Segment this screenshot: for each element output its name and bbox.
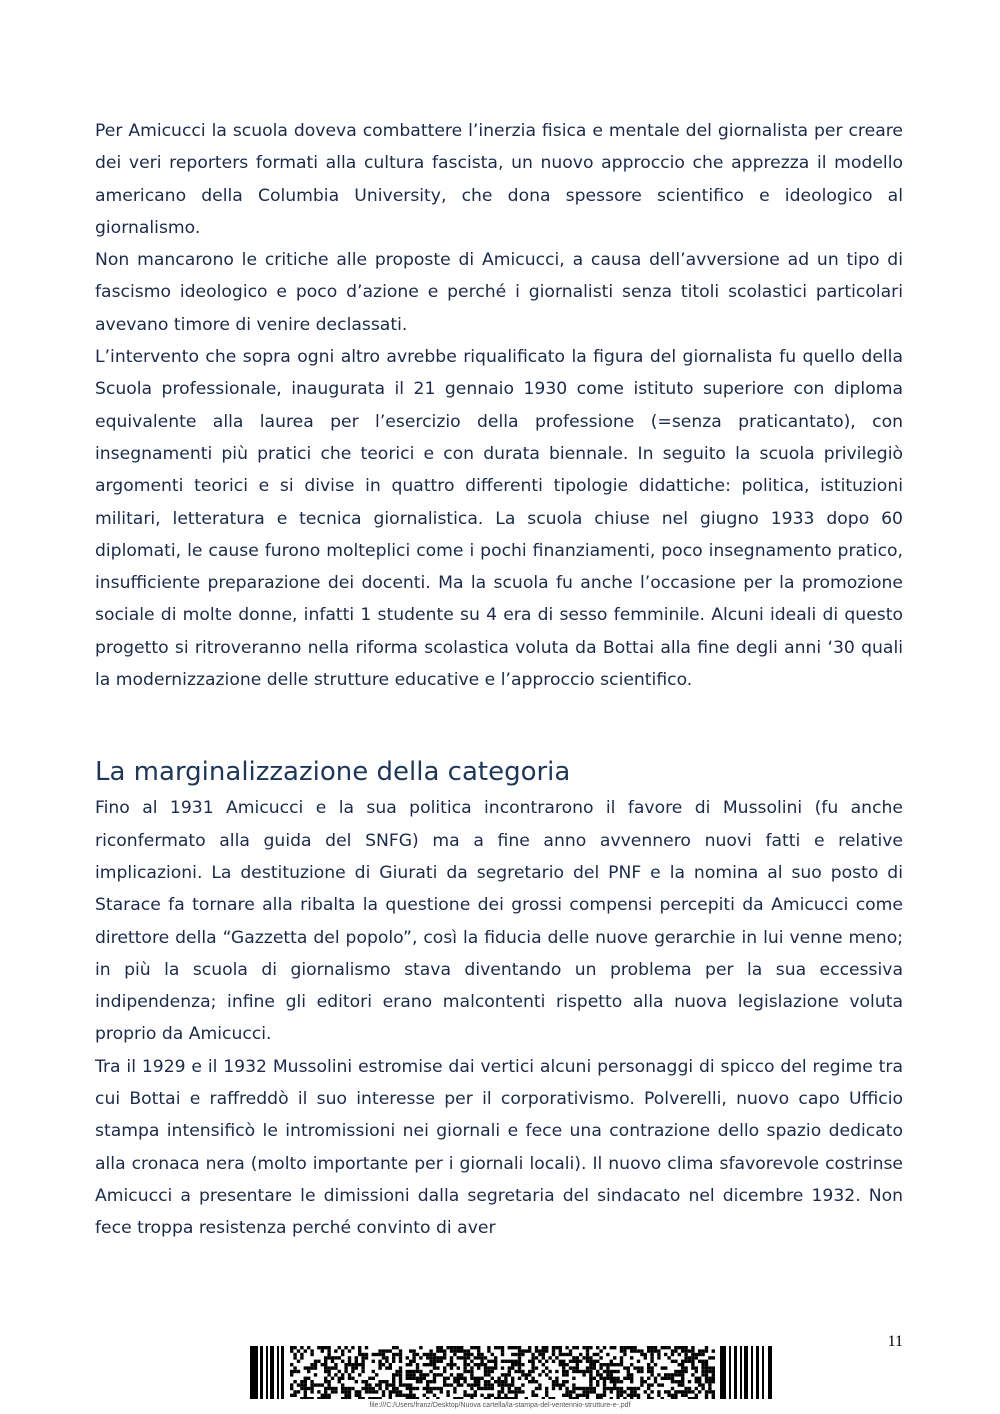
paragraph-section-2: Tra il 1929 e il 1932 Mussolini estromise dai vertici alcuni personaggi di spicco del regime tra cui Bottai e raffreddò il suo interesse per il corporativismo. Polverelli, nuovo capo Ufficio stampa intensificò le intromissioni nei giornali e fece una contrazione dello spazio dedicato alla cronaca nera (molto importante per i giornali locali). Il nuovo clima sfavorevole costrinse Amicucci a presentare le dimissioni dalla segretaria del sindacato nel dicembre 1932. Non fece troppa resistenza perché convinto di aver <box>95 1056 903 1239</box>
footer-file-path: file:///C:/Users/franz/Desktop/Nuova cartella/la-stampa-del-ventennio-strutture-e-.pdf <box>369 1402 631 1409</box>
paragraph-section-1: Fino al 1931 Amicucci e la sua politica incontrarono il favore di Mussolini (fu anche riconfermato alla guida del SNFG) ma a fine anno avvennero nuovi fatti e relative implicazioni. La destituzione di Giurati da segretario del PNF e la nomina al suo posto di Starace fa tornare alla ribalta la questione dei grossi compensi percepiti da Amicucci come direttore della “Gazzetta del popolo”, così la fiducia delle nuove gerarchie in lui venne meno; in più la scuola di giornalismo stava diventando un problema per la sua eccessiva indipendenza; infine gli editori erano malcontenti rispetto alla nuova legislazione voluta proprio da Amicucci. <box>95 798 903 1045</box>
paragraph-intro-3: L’intervento che sopra ogni altro avrebbe riqualificato la figura del giornalista fu quello della Scuola professionale, inaugurata il 21 gennaio 1930 come istituto superiore con diploma equivalente alla laurea per l’esercizio della professione (=senza praticantato), con insegnamenti più pratici che teorici e con durata biennale. In seguito la scuola privilegiò argomenti teorici e si divise in quattro differenti tipologie didattiche: politica, istituzioni militari, letteratura e tecnica giornalistica. La scuola chiuse nel giugno 1933 dopo 60 diplomati, le cause furono molteplici come i pochi finanziamenti, poco insegnamento pratico, insufficiente preparazione dei docenti. Ma la scuola fu anche l’occasione per la promozione sociale di molte donne, infatti 1 studente su 4 era di sesso femminile. Alcuni ideali di questo progetto si ritroveranno nella riforma scolastica voluta da Bottai alla fine degli anni ‘30 quali la modernizzazione delle strutture educative e l’approccio scientifico. <box>95 347 903 691</box>
document-body <box>95 115 903 1245</box>
paragraph-intro-2: Non mancarono le critiche alle proposte di Amicucci, a causa dell’avversione ad un tipo di fascismo ideologico e poco d’azione e perché i giornalisti senza titoli scolastici particolari avevano timore di venire declassati. <box>95 250 903 335</box>
paragraph-intro-1: Per Amicucci la scuola doveva combattere l’inerzia fisica e mentale del giornalista per creare dei veri reporters formati alla cultura fascista, un nuovo approccio che apprezza il modello americano della Columbia University, che dona spessore scientifico e ideologico al giornalismo. <box>95 121 903 238</box>
section-heading: La marginalizzazione della categoria <box>95 757 571 788</box>
barcode-icon <box>250 1346 775 1399</box>
page-number: 11 <box>887 1333 903 1350</box>
